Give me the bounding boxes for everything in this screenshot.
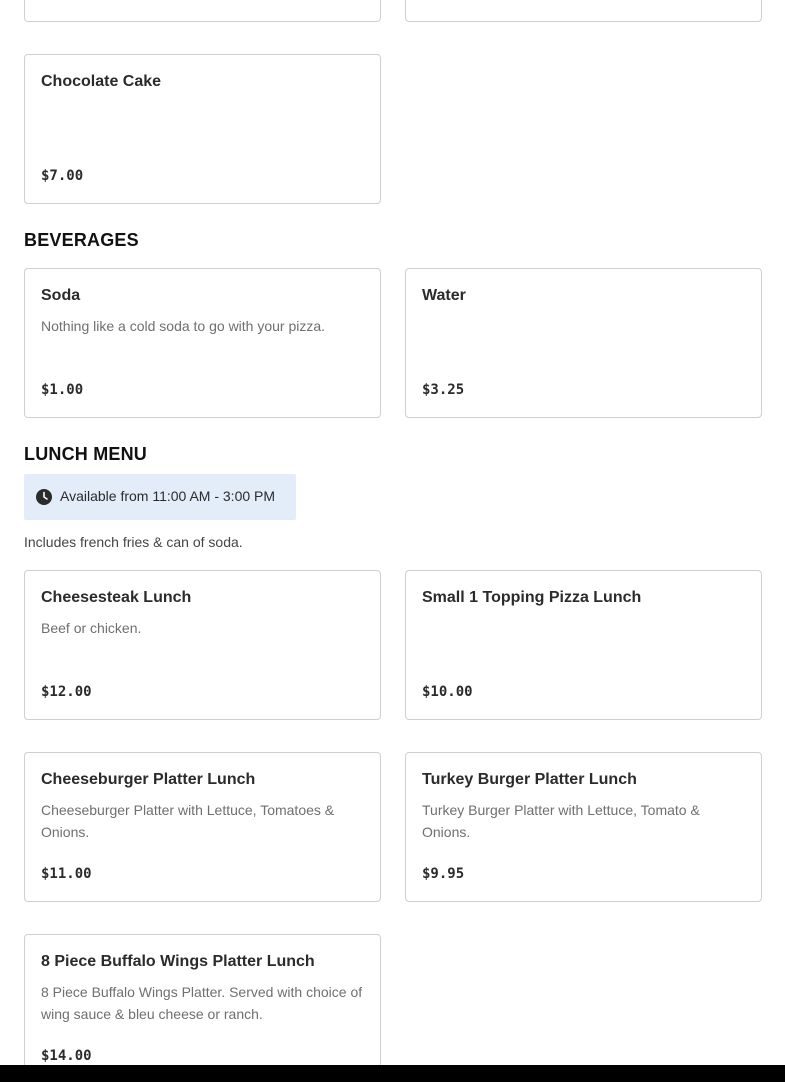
item-name: Chocolate Cake (41, 73, 162, 90)
menu-item-card[interactable] (24, 54, 381, 204)
item-price: $3.25 (422, 382, 465, 398)
item-name: Soda (41, 287, 81, 304)
menu-item-card[interactable] (24, 570, 381, 720)
item-name: Small 1 Topping Pizza Lunch (422, 589, 642, 606)
item-name: Cheeseburger Platter Lunch (41, 771, 256, 788)
menu-item-card[interactable] (24, 934, 381, 1082)
item-price: $9.95 (422, 866, 465, 882)
item-price: $11.00 (41, 866, 92, 882)
item-price: $1.00 (41, 382, 84, 398)
item-price: $7.00 (41, 168, 84, 184)
clock-icon (36, 489, 52, 505)
menu-item-card[interactable] (24, 268, 381, 418)
section-note: Includes french fries & can of soda. (24, 534, 243, 550)
availability-badge (24, 474, 296, 520)
menu-item-card[interactable] (24, 752, 381, 902)
menu-item-card[interactable] (405, 268, 762, 418)
section-title-beverages: BEVERAGES (24, 230, 139, 250)
item-name: Water (422, 287, 466, 304)
item-description: Cheeseburger Platter with Lettuce, Tomatoes & Onions. (41, 802, 335, 840)
item-description: Turkey Burger Platter with Lettuce, Tomato & Onions. (422, 802, 700, 840)
menu-item-card[interactable] (405, 752, 762, 902)
item-name: Cheesesteak Lunch (41, 589, 192, 606)
item-description: Nothing like a cold soda to go with your pizza. (41, 318, 326, 334)
item-price: $10.00 (422, 684, 473, 700)
availability-text: Available from 11:00 AM - 3:00 PM (60, 488, 276, 504)
menu-item-card[interactable] (405, 570, 762, 720)
bottom-bar (0, 1065, 785, 1082)
item-description: 8 Piece Buffalo Wings Platter. Served with choice of wing sauce & bleu cheese or ranch. (41, 984, 363, 1022)
item-price: $12.00 (41, 684, 92, 700)
menu-item-card-partial-right[interactable] (405, 0, 762, 22)
section-title-lunch-menu: LUNCH MENU (24, 444, 147, 464)
menu-item-card-partial-left[interactable] (24, 0, 381, 22)
item-name: Turkey Burger Platter Lunch (422, 771, 637, 788)
item-price: $14.00 (41, 1048, 92, 1064)
item-name: 8 Piece Buffalo Wings Platter Lunch (41, 953, 315, 970)
item-description: Beef or chicken. (41, 620, 142, 636)
